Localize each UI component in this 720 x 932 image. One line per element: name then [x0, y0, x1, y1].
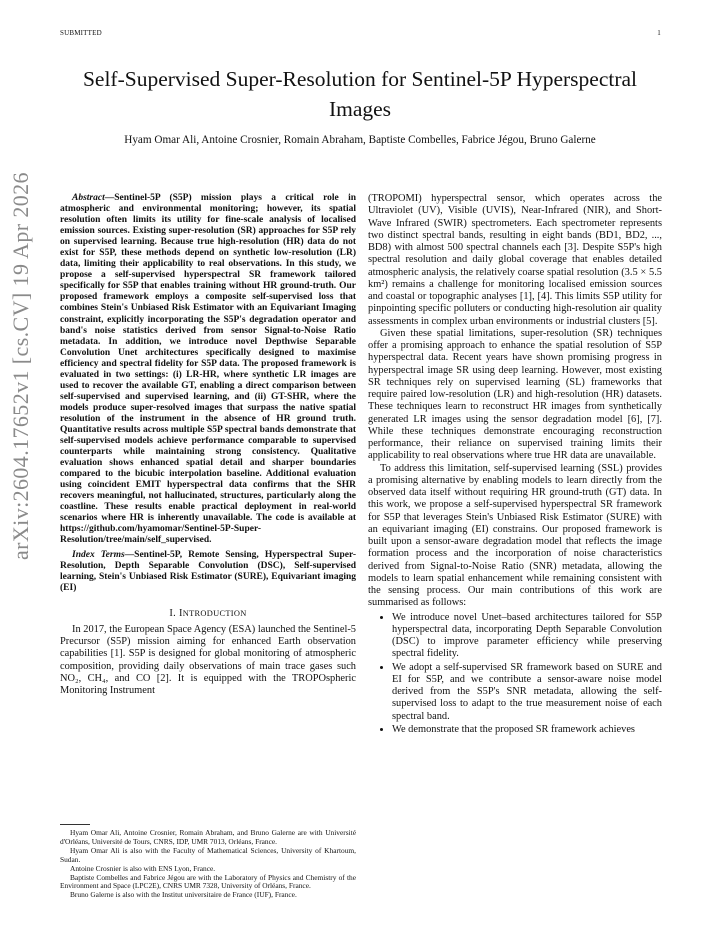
footnote: Hyam Omar Ali is also with the Faculty of Mathematical Sciences, University of Khartoum, Sudan.	[60, 845, 356, 864]
right-column	[368, 193, 662, 737]
arxiv-watermark: arXiv:2604.17652v1 [cs.CV] 19 Apr 2026	[8, 172, 33, 560]
intro-paragraph-continued: (TROPOMI) hyperspectral sensor, which operates across the Ultraviolet (UV), Visible (UVIS), Near-Infrared (NIR), and Short-Wave Infrared (SWIR) spectrometers. Each spectrometer represents two distinct spectral bands, resulting in eight bands (BD1, BD2, ..., BD8) with almost 500 spectral channels each [3]. Despite S5P's high spectral resolution and daily global coverage that enables detailed atmospheric analysis, the relatively coarse spatial resolution (3.5 × 5.5 km²) remains a challenge for monitoring localised emission sources and coastal or topographic analyses [1], [4]. This limits S5P utility for pinpointing specific polluters or conducting high-resolution air quality assessments in complex urban environments or industrial clusters [5].	[368, 193, 662, 327]
running-header: SUBMITTED	[60, 29, 102, 37]
left-column	[60, 193, 356, 697]
footnote-rule	[60, 824, 90, 825]
section-rest: NTRODUCTION	[182, 608, 247, 618]
list-item: • We adopt a self-supervised SR framework based on SURE and EI for S5P, and we contribute a sensor-aware noise model derived from the S5P's SNR metadata, allowing the self-supervised loss to adapt to the true measurement noise of each spectral band.	[392, 662, 662, 723]
abstract-text: —Sentinel-5P (S5P) mission plays a critical role in atmospheric and environmental monitoring; however, its spatial resolution often limits its utility for fine-scale analysis of localised emission sources. Existing super-resolution (SR) approaches for S5P rely on supervised learning. Because true high-resolution (HR) data do not exist for S5P, these methods depend on synthetic low-resolution (LR) data, limiting their applicability to real observations. In this study, we propose a self-supervised hyperspectral SR framework tailored specifically for S5P that enables training without HR ground-truth. Our proposed framework employs a composite self-supervised loss that combines Stein's Unbiased Risk Estimator with an Equivariant Imaging constraint, explicitly incorporating the S5P's degradation operator and band's noise statistics derived from sensor Signal-to-Noise Ratio metadata. In addition, we introduce novel Depthwise Separable Convolution Unet architectures specifically designed to maximise efficiency and spectral fidelity for S5P data. The proposed framework is evaluated in two settings: (i) LR-HR, where synthetic LR images are used to recover the available GT, enabling a direct comparison between self-supervised and supervised learning, and (ii) GT-SHR, where the models produce super-resolved images that surpass the native spatial resolution of the instrument in the absence of HR ground truth. Quantitative results across multiple S5P spectral bands demonstrate that self-supervised models achieve performance comparable to supervised counterparts while maintaining strong consistency. Qualitative evaluation shows enhanced spatial detail and sharper boundaries compared to the bicubic interpolation baseline. Additional evaluation using coincident EMIT hyperspectral data confirms that the SHR recovers meaningful, not hallucinated, structures, particularly along the coastline. These results enable practical deployment in real-world scenarios where HR is inherently unavailable. The code is available at https://github.com/hyamomar/Sentinel-5P-Super-Resolution/tree/main/self_supervised.	[60, 193, 356, 546]
paper-title: Self-Supervised Super-Resolution for Sentinel-5P Hyperspectral Images	[82, 67, 638, 121]
intro-paragraph-1: In 2017, the European Space Agency (ESA) launched the Sentinel-5 Precursor (S5P) mission aiming for enhanced Earth observation capabilities [1]. S5P is designed for global monitoring of atmospheric composition, providing daily observations of main trace gases such NO₂, CH₄, and CO [2]. It is equipped with the TROPOspheric Monitoring Instrument	[60, 623, 356, 697]
section-numeral: I.	[169, 607, 177, 619]
footnote: Baptiste Combelles and Fabrice Jégou are with the Laboratory of Physics and Chemistry of the Environment and Space (LPC2E), CNRS UMR 7328, University of Orléans, France.	[60, 872, 356, 891]
footnote: Bruno Galerne is also with the Institut universitaire de France (IUF), France.	[70, 890, 297, 900]
index-terms-text: —Sentinel-5P, Remote Sensing, Hyperspectral Super-Resolution, Depth Separable Convolution (DSC), Self-supervised learning, Stein's Unbiased Risk Estimator (SURE), Equivariant imaging (EI)	[60, 549, 356, 593]
index-terms	[60, 550, 356, 594]
intro-paragraph-3: To address this limitation, self-supervised learning (SSL) provides a promising alternative by enabling models to learn directly from the observed data itself without requiring HR ground-truth (GT) data. In this work, we propose a self-supervised hyperspectral SR framework for S5P that leverages Stein's Unbiased Risk Estimator (SURE) with an equivariant imaging (EI) constrains. Our proposed framework is built upon a sensor-aware degradation model that reflects the image formation process and the incorporation of noise characteristics derived from Signal-to-Noise Ratio (SNR) metadata, allowing the models to learn spatial enhancement while remaining consistent with the sensing process. Our main contributions of this work are summarised as follows:	[368, 462, 662, 609]
abstract-label: Abstract	[72, 193, 105, 203]
intro-paragraph-2: Given these spatial limitations, super-resolution (SR) techniques offer a promising approach to enhance the spatial resolution of S5P hyperspectral data. Recent years have shown promising progress in hyperspectral image SR using deep learning. However, most existing SR techniques rely on supervised learning (SL) frameworks that require paired low-resolution (LR) and high-resolution (HR) datasets. These techniques learn to reconstruct HR images from synthetically generated LR images using the sensor degradation model [6], [7]. While these techniques demonstrate encouraging reconstruction performance, their reliance on supervised training limits their applicability to real observations where true HR data are unavailable.	[368, 327, 662, 462]
abstract	[60, 193, 356, 547]
author-list: Hyam Omar Ali, Antoine Crosnier, Romain Abraham, Baptiste Combelles, Fabrice Jégou, Bruno Galerne	[124, 134, 596, 146]
list-item: • We introduce novel Unet–based architectures tailored for S5P hyperspectral data, incorporating Depth Separable Convolution (DSC) to improve parameter efficiency while preserving spectral fidelity.	[392, 612, 662, 661]
footnote: Hyam Omar Ali, Antoine Crosnier, Romain Abraham, and Bruno Galerne are with Université d'Orléans, Université de Tours, CNRS, IDP, UMR 7013, Orléans, France.	[60, 828, 356, 846]
section-heading	[60, 608, 356, 620]
index-terms-label: Index Terms	[72, 549, 125, 560]
affiliation-footnotes	[60, 829, 356, 900]
page-number: 1	[657, 29, 661, 37]
contributions-list	[368, 612, 662, 737]
list-item: • We demonstrate that the proposed SR framework achieves	[392, 724, 662, 736]
footnote: Antoine Crosnier is also with ENS Lyon, France.	[70, 863, 216, 873]
section-first-letter: I	[179, 607, 183, 619]
